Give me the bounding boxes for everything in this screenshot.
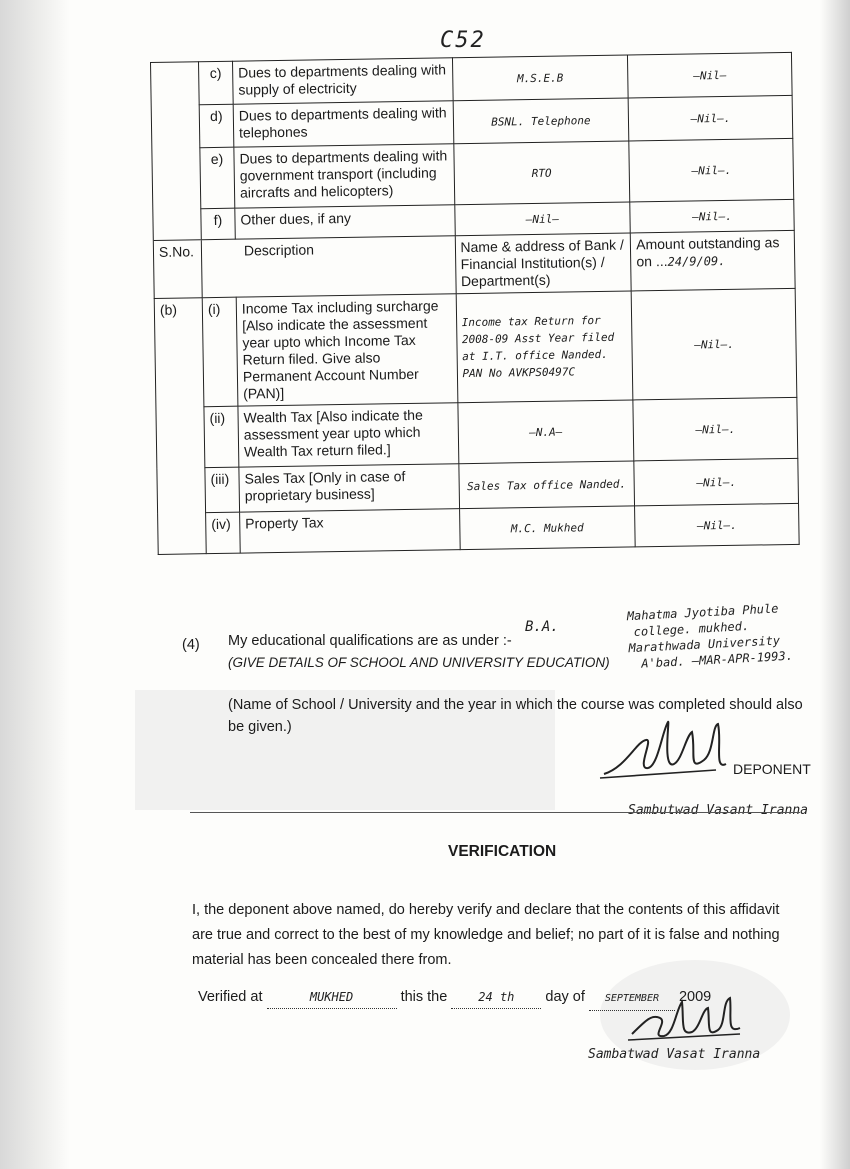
row-amount: —Nil—. [634, 458, 798, 506]
row-entity: —Nil— [454, 202, 630, 236]
row-number: (iii) [205, 467, 240, 513]
verified-year: 2009 [678, 989, 712, 1005]
education-note: (Name of School / University and the year in which the course was completed should also be given.) [228, 697, 803, 735]
verified-month-hw: SEPTEMBER [589, 988, 675, 1011]
day-of-label: day of [545, 989, 585, 1005]
header-amount-date: 24/9/09. [667, 253, 726, 269]
education-number: (4) [182, 637, 200, 653]
blank-cell [151, 62, 202, 241]
verification-body: I, the deponent above named, do hereby verify and declare that the contents of this affidavit are true and correct to the best of my knowledge and belief; no part of it is false and nothing material has been concealed there from. [192, 902, 780, 968]
education-degree-hw: B.A. [525, 619, 559, 635]
row-number: (i) [202, 297, 238, 407]
row-amount: —Nil— [628, 52, 792, 98]
row-description: Property Tax [240, 509, 460, 553]
verified-day-hw: 24 th [451, 986, 541, 1009]
this-the-label: this the [400, 989, 448, 1005]
verified-place-hw: MUKHED [267, 986, 397, 1009]
table-header-row [153, 230, 795, 298]
verified-at-label: Verified at [198, 989, 263, 1005]
header-amount-prefix: Amount outstanding as on ... [636, 234, 780, 270]
education-hw-line: college. mukhed. [633, 618, 750, 639]
verification-name-hw: Sambatwad Vasat Iranna [588, 1047, 761, 1062]
education-instruction: (GIVE DETAILS OF SCHOOL AND UNIVERSITY EDUCATION) [228, 655, 610, 670]
education-label: My educational qualifications are as under :- [228, 633, 512, 649]
dues-table [150, 52, 800, 555]
row-amount: —Nil—. [635, 503, 799, 547]
row-amount: —Nil—. [628, 95, 792, 141]
row-entity: M.S.E.B [452, 55, 628, 101]
row-description: Sales Tax [Only in case of proprietary business] [239, 464, 459, 512]
education-hw-line: A'bad. —MAR-APR-1993. [640, 648, 794, 671]
education-hw-line: Mahatma Jyotiba Phule [626, 601, 779, 624]
section-b-label: (b) [154, 298, 206, 555]
row-entity: —N.A— [457, 400, 634, 464]
row-description: Other dues, if any [235, 205, 455, 239]
page-code: C52 [440, 28, 486, 53]
table-row [158, 503, 800, 554]
row-letter: e) [200, 147, 235, 209]
row-description: Dues to departments dealing with supply of electricity [232, 58, 452, 104]
row-entity: BSNL. Telephone [453, 98, 629, 144]
row-letter: c) [198, 61, 233, 105]
header-description: Description [201, 236, 455, 298]
table-row [154, 288, 797, 407]
row-entity: M.C. Mukhed [459, 506, 635, 550]
education-college-hw [626, 600, 793, 672]
table-row [152, 138, 794, 209]
row-number: (iv) [206, 512, 241, 554]
row-entity: RTO [453, 141, 630, 205]
education-hw-line: Marathwada University [628, 633, 781, 656]
row-amount: —Nil—. [630, 199, 794, 233]
verification-signature [622, 990, 752, 1050]
row-letter: f) [201, 208, 235, 240]
row-letter: d) [199, 104, 234, 148]
row-amount: —Nil—. [629, 138, 794, 202]
row-amount: —Nil—. [631, 288, 796, 400]
scan-edge-left [0, 0, 70, 1169]
row-description: Income Tax including surcharge [Also indicate the assessment year upto which Income Tax Return filed. Give also Permanent Account Number (PAN)] [236, 294, 457, 406]
deponent-name-hw: Sambutwad Vasant Iranna [628, 803, 809, 818]
deponent-label: DEPONENT [733, 761, 811, 777]
row-entity: Sales Tax office Nanded. [458, 461, 634, 509]
divider-line [190, 812, 800, 813]
header-bank: Name & address of Bank / Financial Institution(s) / Department(s) [455, 233, 632, 294]
verification-title: VERIFICATION [448, 843, 557, 860]
table-row [156, 397, 798, 468]
row-description: Dues to departments dealing with government transport (including aircrafts and helicopters) [234, 144, 454, 208]
row-entity: Income tax Return for 2008-09 Asst Year filed at I.T. office Nanded. PAN No AVKPS0497C [456, 291, 633, 403]
row-description: Dues to departments dealing with telephones [233, 101, 453, 147]
header-sno: S.No. [153, 240, 202, 299]
row-description: Wealth Tax [Also indicate the assessment year upto which Wealth Tax return filed.] [238, 403, 458, 467]
row-amount: —Nil—. [633, 397, 798, 461]
row-number: (ii) [204, 406, 239, 468]
deponent-signature [596, 712, 736, 787]
header-amount [630, 230, 795, 291]
scan-edge-right [820, 0, 850, 1169]
